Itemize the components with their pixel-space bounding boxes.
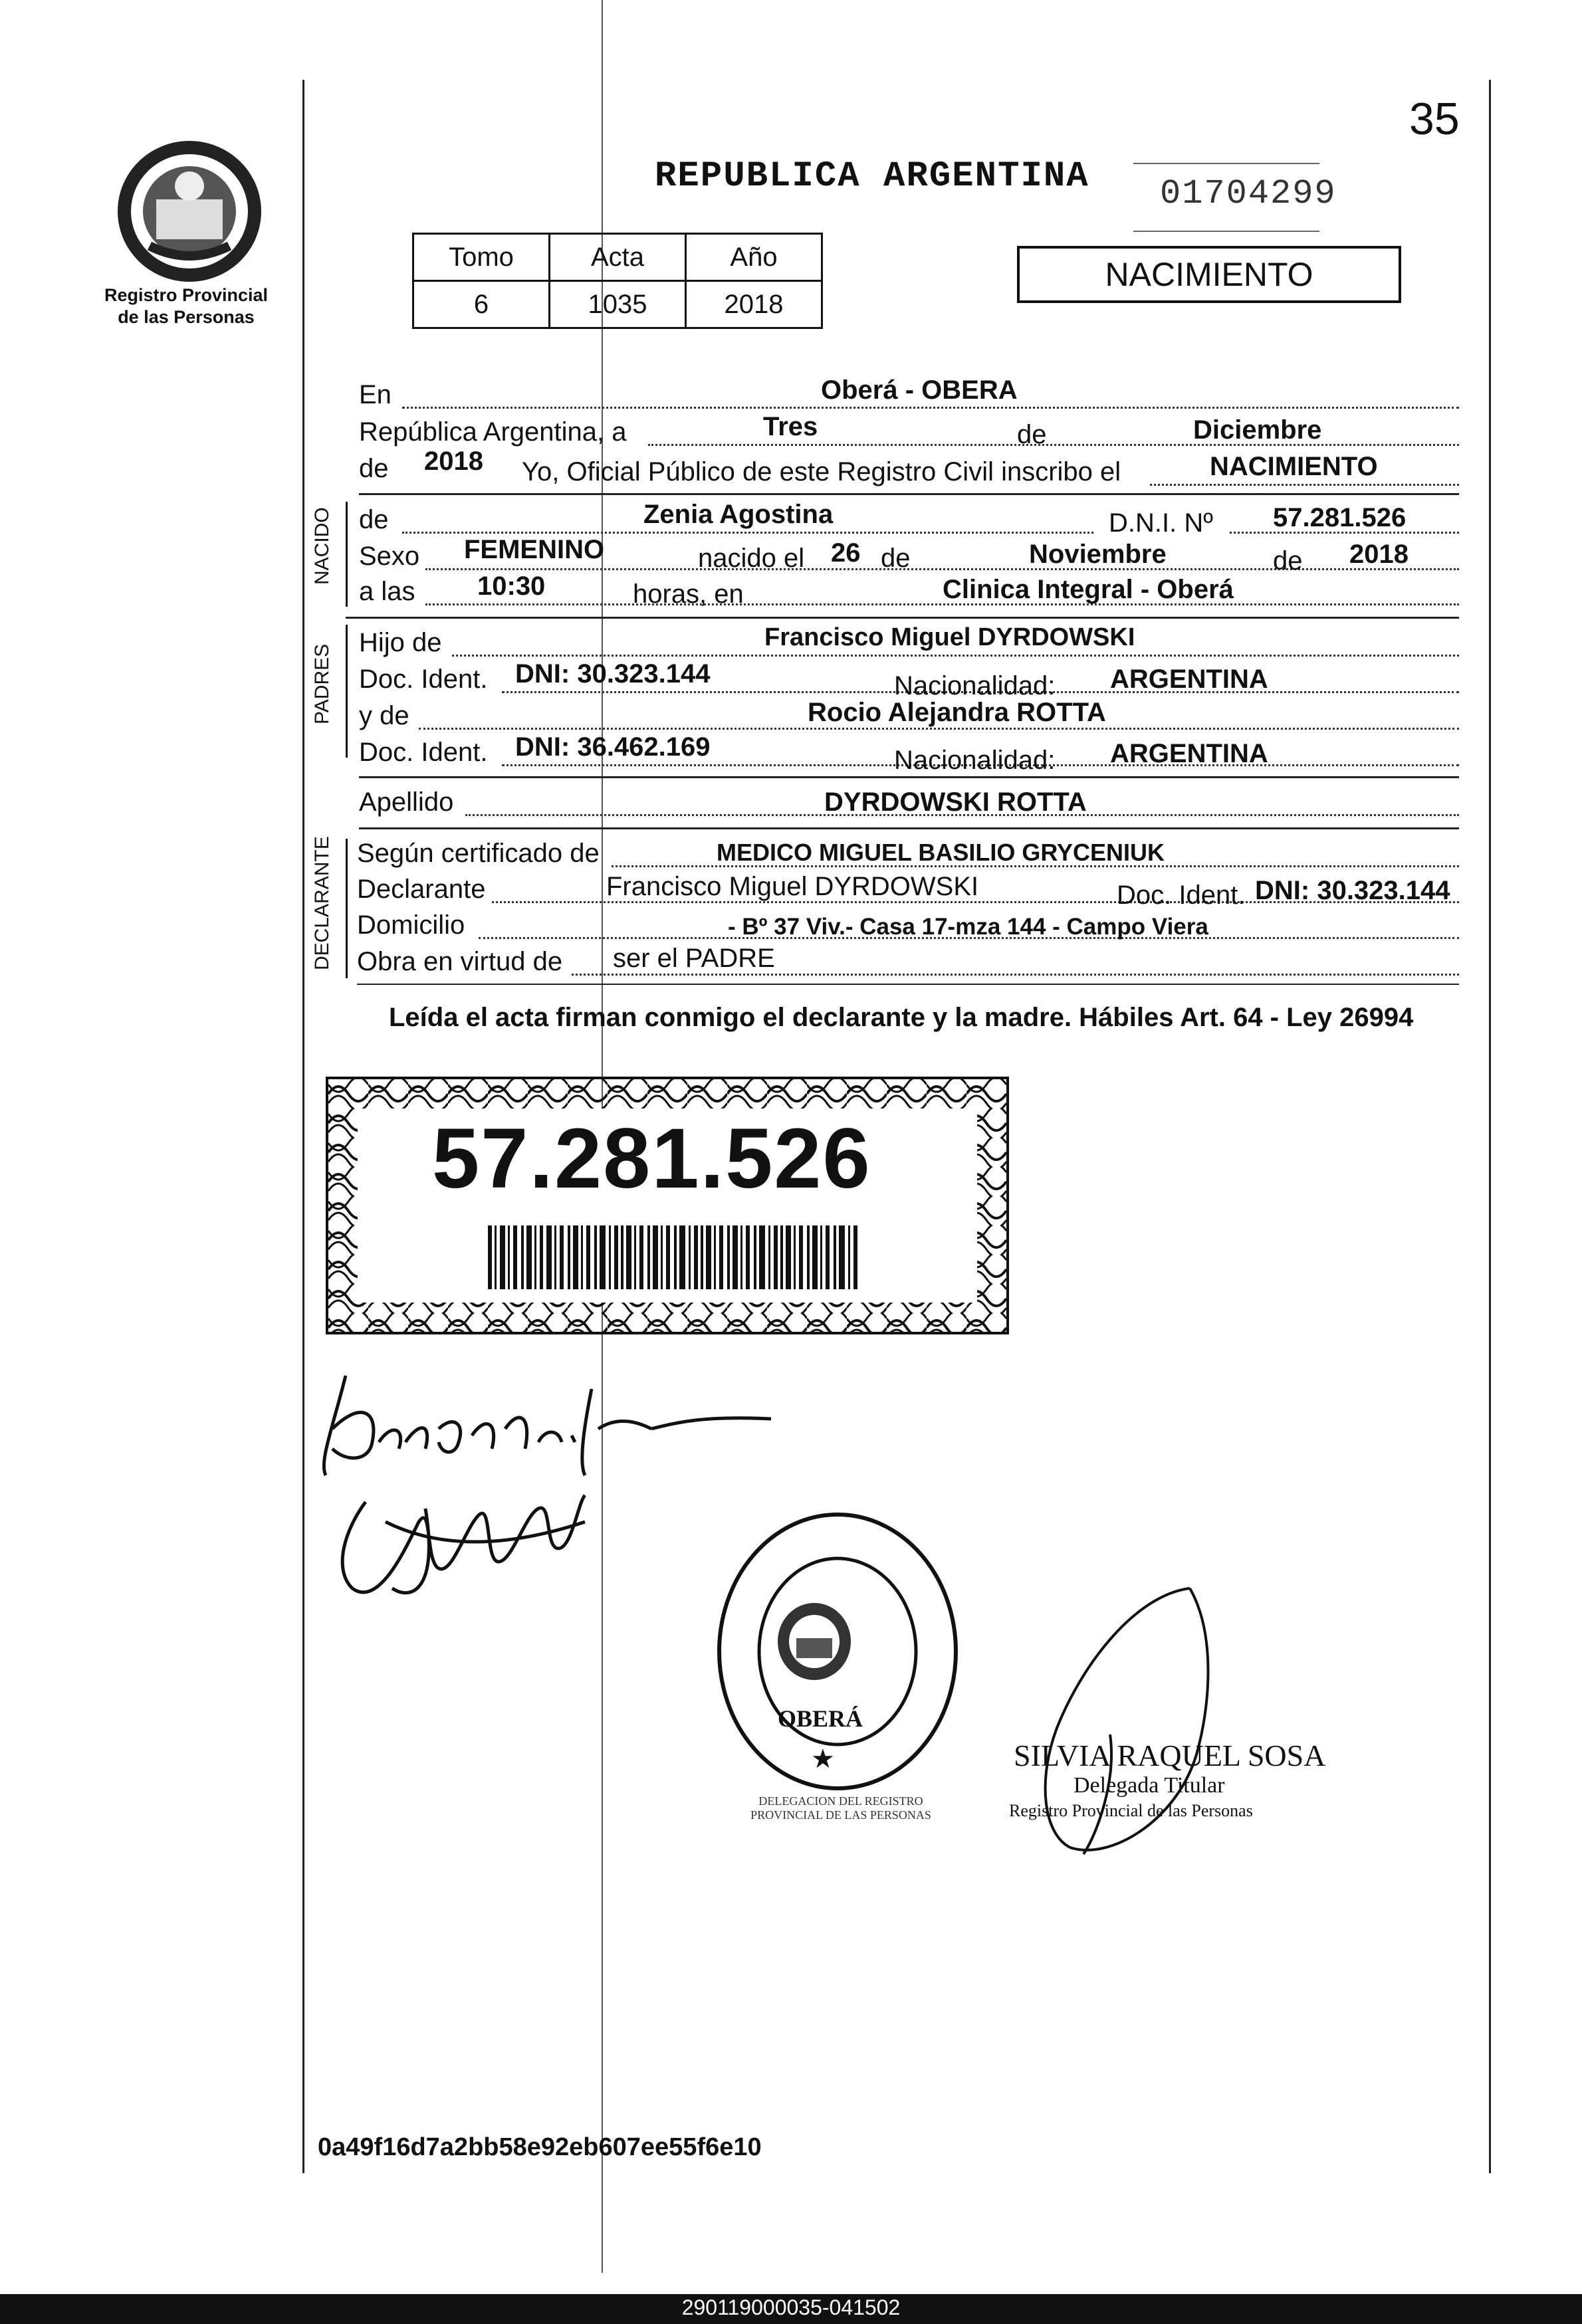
registry-label-line1: Registro Provincial [104,285,269,305]
svg-text:★: ★ [811,1744,835,1774]
closing-text: Leída el acta firman conmigo el declarante y la madre. Hábiles Art. 64 - Ley 26994 [389,1003,1414,1032]
right-margin-line [1489,80,1491,2173]
month-value: Diciembre [1193,415,1322,445]
hora-value: 10:30 [477,572,546,601]
decl-doc-value: DNI: 30.323.144 [1255,876,1450,905]
madre-doc: DNI: 36.462.169 [515,732,711,762]
page-number: 35 [1409,94,1460,144]
table-header-tomo: Tomo [413,234,550,281]
en-value: Oberá - OBERA [821,375,1018,405]
inscribe-value: NACIMIENTO [1210,452,1378,481]
de-label-2: de [881,544,911,573]
madre-nac: ARGENTINA [1110,739,1268,768]
section-rule [359,827,1459,829]
sexo-value: FEMENINO [464,535,605,564]
sexo-label: Sexo [359,542,420,571]
apellido-label: Apellido [359,788,454,817]
birth-year: 2018 [1349,540,1409,569]
year-value: 2018 [424,447,483,476]
hijo-label: Hijo de [359,628,442,657]
declarante-bracket [346,839,348,978]
seal-ring-text: DELEGACION DEL REGISTRO PROVINCIAL DE LAS PERSONAS [750,1794,931,1822]
nombre-value: Zenia Agostina [643,500,834,529]
declarante-value: Francisco Miguel DYRDOWSKI [606,872,979,901]
padre-value: Francisco Miguel DYRDOWSKI [764,623,1135,651]
section-rule [346,617,1459,619]
side-label-declarante: DECLARANTE [311,836,333,970]
side-label-padres: PADRES [311,643,333,724]
dotted-line [648,444,1459,446]
certificado-label: Según certificado de [357,839,600,868]
dotted-line [572,974,1459,976]
footer-code: 290119000035-041502 [681,2295,901,2319]
section-rule [357,984,1459,985]
domicilio-value: - Bº 37 Viv.- Casa 17-mza 144 - Campo Viera [728,914,1208,940]
table-value-tomo: 6 [413,281,550,328]
dotted-line [425,568,1459,570]
declarante-label: Declarante [357,875,486,904]
decl-doc-label: Doc. Ident. [1117,881,1246,910]
nacido-bracket [346,502,348,607]
table-header-anio: Año [686,234,822,281]
a-las-label: a las [359,577,415,606]
dotted-line [402,407,1459,409]
nacionalidad-label-2: Nacionalidad: [894,746,1056,775]
table-value-acta: 1035 [550,281,686,328]
signer-title: Delegada Titular [1074,1773,1225,1798]
padre-doc: DNI: 30.323.144 [515,659,711,688]
de-label: de [1017,420,1047,449]
obra-label: Obra en virtud de [357,947,563,976]
document-hash: 0a49f16d7a2bb58e92eb607ee55f6e10 [318,2133,762,2161]
madre-value: Rocio Alejandra ROTTA [808,698,1106,727]
nacionalidad-label: Nacionalidad: [894,671,1056,700]
en-label: En [359,380,392,409]
padres-bracket [346,625,348,758]
section-rule [359,776,1459,778]
day-value: Tres [763,412,818,441]
dotted-line [402,532,1093,534]
domicilio-label: Domicilio [357,910,465,940]
certificado-value: MEDICO MIGUEL BASILIO GRYCENIUK [717,839,1165,866]
doc-label-2: Doc. Ident. [359,738,488,767]
section-rule [359,493,1459,495]
delegation-seal-icon [711,1509,964,1794]
side-label-nacido: NACIDO [311,507,333,585]
register-table [412,233,823,329]
registry-label-line2: de las Personas [118,307,255,327]
republica-label: República Argentina, a [359,417,627,447]
birth-month: Noviembre [1029,540,1167,569]
registry-label [93,284,279,328]
seal-city: OBERÁ [778,1705,863,1732]
dotted-line [1150,484,1459,486]
act-type-box: NACIMIENTO [1017,246,1401,303]
horas-label: horas, en [633,580,744,609]
lugar-value: Clinica Integral - Oberá [943,575,1234,604]
doc-label: Doc. Ident. [359,665,488,694]
apellido-value: DYRDOWSKI ROTTA [824,788,1087,817]
table-header-acta: Acta [550,234,686,281]
barcode [488,1225,860,1289]
de-label-3: de [1273,546,1303,576]
province-seal-icon [110,133,269,286]
yo-text: Yo, Oficial Público de este Registro Civil inscribo el [522,457,1121,486]
birth-day: 26 [831,538,861,568]
padre-nac: ARGENTINA [1110,665,1268,694]
left-margin-line [302,80,304,2173]
serial-number: 01704299 [1160,174,1337,213]
nacido-label: nacido el [698,544,805,573]
dni-stamp-number: 57.281.526 [432,1111,871,1206]
dni-label: D.N.I. Nº [1109,508,1213,538]
year-prefix: de [359,454,389,483]
signer-office: Registro Provincial de las Personas [1009,1801,1253,1820]
dotted-line [452,655,1459,657]
obra-value: ser el PADRE [613,944,775,973]
table-value-anio: 2018 [686,281,822,328]
country-title: REPUBLICA ARGENTINA [655,156,1089,197]
dni-value: 57.281.526 [1273,503,1407,532]
dotted-line [419,728,1459,730]
signer-name: SILVIA RAQUEL SOSA [1014,1739,1326,1772]
nombre-label: de [359,505,389,534]
yde-label: y de [359,701,409,730]
